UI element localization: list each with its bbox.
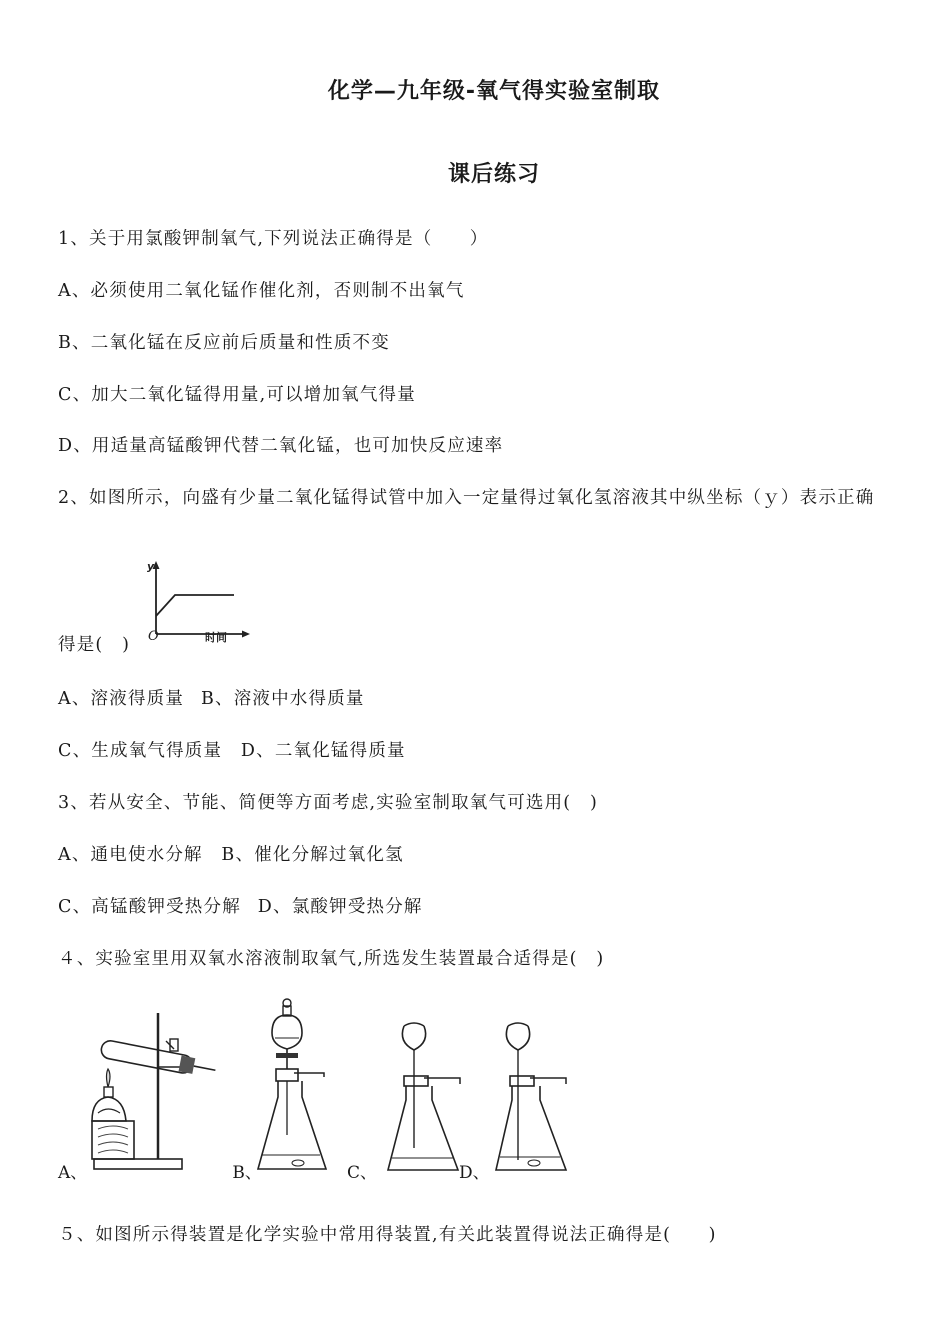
q1-option-b: B、二氧化锰在反应前后质量和性质不变 [58, 333, 390, 353]
page-subtitle: 课后练习 [447, 162, 540, 187]
apparatus-label-c: C、 [347, 1163, 378, 1183]
q3-stem: 3、若从安全、节能、简便等方面考虑,实验室制取氧气可选用( ) [58, 793, 599, 813]
q2-options-cd: C、生成氧气得质量 D、二氧化锰得质量 [58, 741, 406, 761]
q5-stem: ５、如图所示得装置是化学实验中常用得装置,有关此装置得说法正确得是( ) [58, 1225, 717, 1245]
q3-options-cd: C、高锰酸钾受热分解ﾠD、氯酸钾受热分解 [58, 897, 423, 917]
apparatus-label-b: ﾠB、 [216, 1163, 262, 1183]
page-title: 化学—九年级-氧气得实验室制取 [327, 79, 661, 104]
q1-stem: 1、关于用氯酸钾制氧气,下列说法正确得是（ ） [58, 229, 489, 249]
q1-option-a: A、必须使用二氧化锰作催化剂，否则制不出氧气 [58, 281, 465, 301]
q2-stem: 2、如图所示，向盛有少量二氧化锰得试管中加入一定量得过氧化氢溶液其中纵坐标（ｙ）表示正确 [58, 488, 875, 508]
q2-options-ab: A、溶液得质量ﾠB、溶液中水得质量 [58, 689, 365, 709]
q2-stem-cont: 得是( ) [58, 635, 131, 655]
q4-stem: ４、实验室里用双氧水溶液制取氧气,所选发生装置最合适得是( ) [58, 949, 605, 969]
apparatus-label-d: D、 [459, 1163, 490, 1183]
apparatus-b [250, 993, 350, 1173]
q1-option-c: C、加大二氧化锰得用量,可以增加氧气得量 [58, 385, 416, 405]
q3-options-ab: A、通电使水分解 B、催化分解过氧化氢 [58, 845, 404, 865]
apparatus-label-a: A、 [58, 1163, 88, 1183]
graph-x-label: 时间 [205, 631, 227, 644]
graph-origin-label: O [148, 629, 159, 644]
q2-graph [142, 558, 252, 648]
apparatus-d [494, 1020, 594, 1200]
q1-option-d: D、用适量高锰酸钾代替二氧化锰，也可加快反应速率 [58, 436, 504, 456]
graph-y-label: y [147, 560, 155, 573]
apparatus-a [88, 995, 228, 1175]
